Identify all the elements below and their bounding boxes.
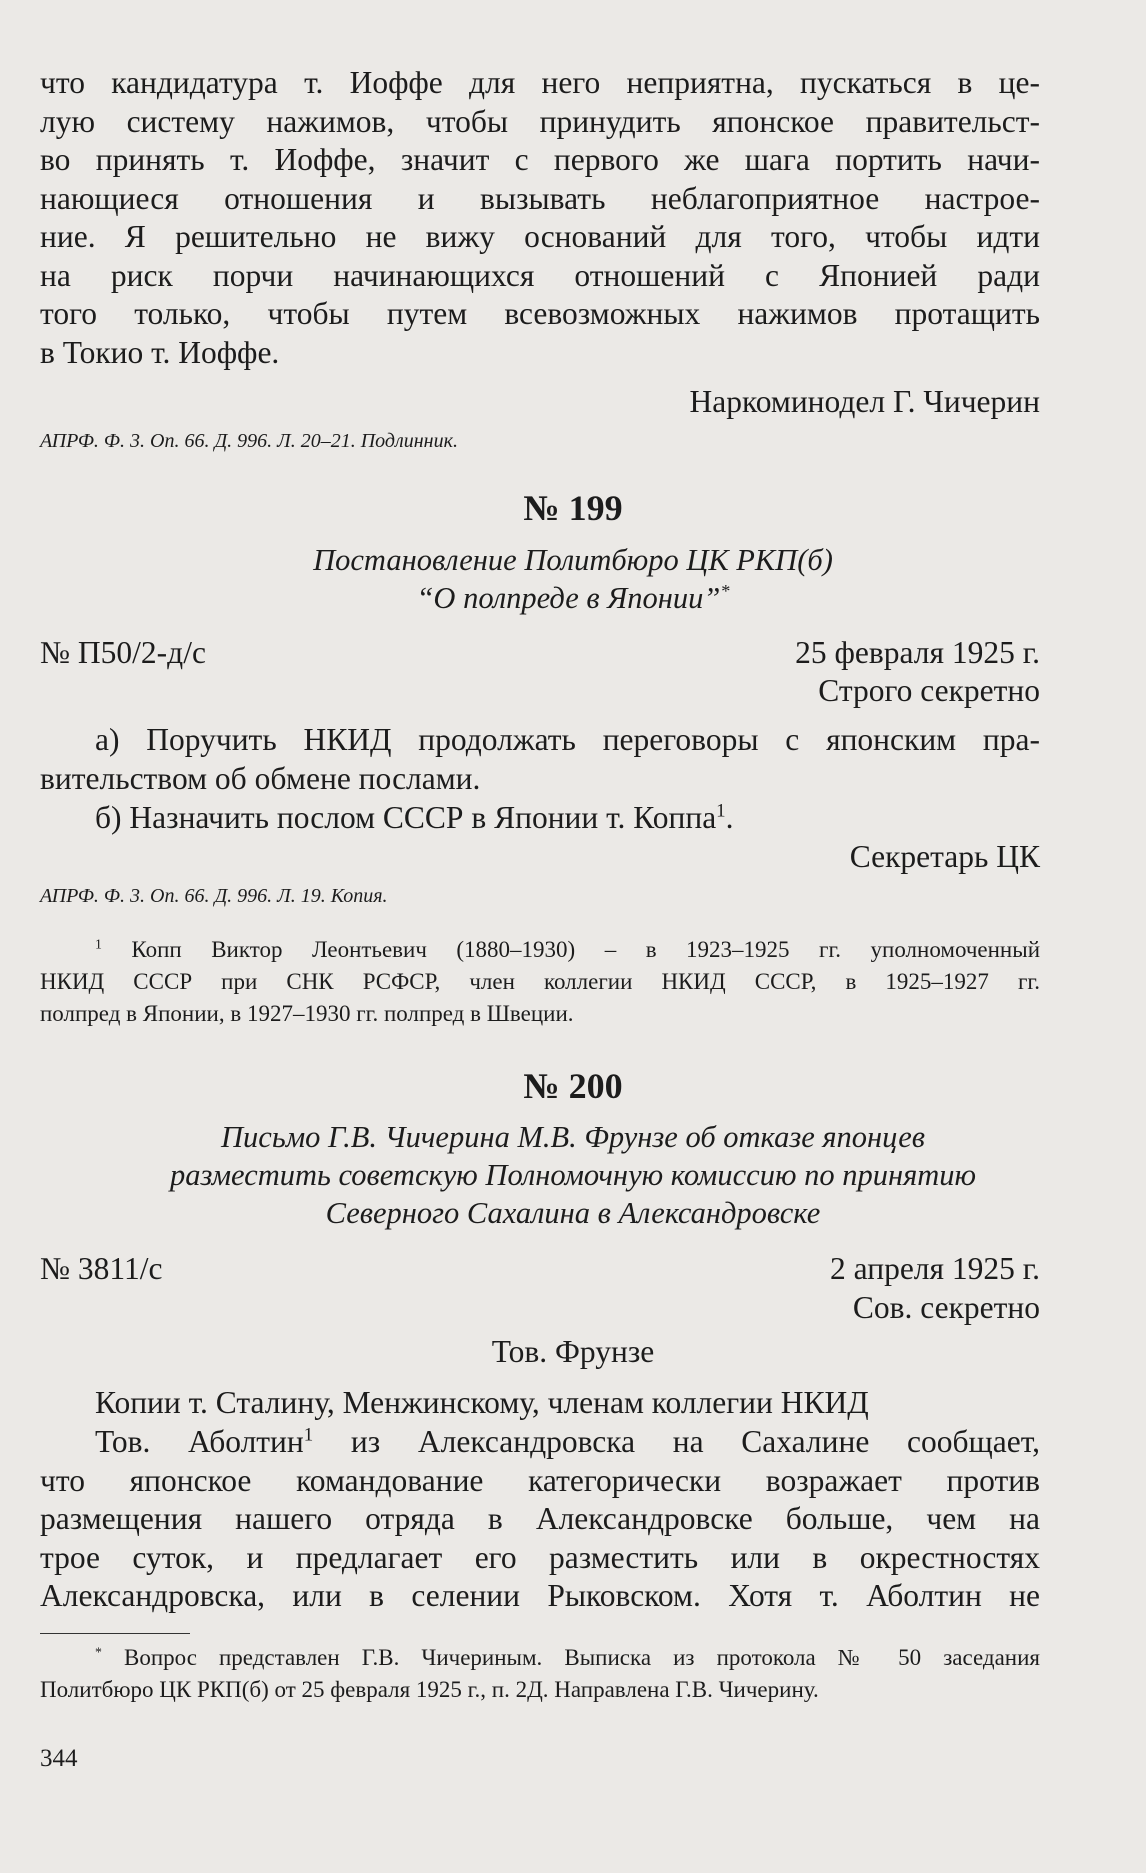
body-text: из Александровска на Сахалине сообщает,: [313, 1424, 1040, 1459]
footnote-marker: 1: [303, 1424, 314, 1446]
footnote-line: НКИД СССР при СНК РСФСР, член коллегии НКИД СССР, в 1925–1927 гг.: [40, 969, 1040, 994]
document-date: 25 февраля 1925 г.: [795, 635, 1040, 670]
text-line: во принять т. Иоффе, значит с первого же шага портить начи-: [40, 142, 1040, 177]
classification: Строго секретно: [818, 673, 1040, 708]
text-line: на риск порчи начинающихся отношений с Японией ради: [40, 258, 1040, 293]
footnote-line: полпред в Японии, в 1927–1930 гг. полпред в Швеции.: [40, 1001, 574, 1026]
footnote-line: [95, 934, 1040, 965]
addressee: Тов. Фрунзе: [491, 1334, 655, 1369]
document-ref: № П50/2-д/с: [40, 635, 206, 670]
text-line: нающиеся отношения и вызывать неблагоприятное настрое-: [40, 181, 1040, 216]
document-title: Северного Сахалина в Александровске: [325, 1196, 821, 1230]
text-line: [95, 1423, 1040, 1462]
document-title: [0, 580, 1146, 616]
footnote-text: Вопрос представлен Г.В. Чичериным. Выписка из протокола № 50 заседания: [101, 1645, 1040, 1670]
body-text: Тов. Аболтин: [95, 1424, 304, 1459]
classification: Сов. секретно: [852, 1290, 1040, 1325]
document-number: № 200: [523, 1066, 623, 1106]
archive-source: АПРФ. Ф. 3. Оп. 66. Д. 996. Л. 19. Копия.: [40, 885, 388, 907]
footnote-marker: *: [95, 1644, 102, 1660]
footnote-marker: 1: [716, 800, 726, 822]
item-end: .: [725, 800, 734, 835]
text-line: а) Поручить НКИД продолжать переговоры с японским пра-: [95, 722, 1040, 757]
text-line: лую систему нажимов, чтобы принудить японское правительст-: [40, 104, 1040, 139]
text-line: что кандидатура т. Иоффе для него неприятна, пускаться в це-: [40, 65, 1040, 100]
text-line: в Токио т. Иоффе.: [40, 335, 280, 370]
footnote-marker: 1: [95, 936, 102, 952]
document-ref: № 3811/с: [40, 1251, 163, 1286]
text-line: что японское командование категорически возражает против: [40, 1463, 1040, 1498]
footnote-divider: [40, 1633, 190, 1634]
footnote-line: Политбюро ЦК РКП(б) от 25 февраля 1925 г., п. 2Д. Направлена Г.В. Чичерину.: [40, 1677, 819, 1702]
document-title: Письмо Г.В. Чичерина М.В. Фрунзе об отказе японцев: [221, 1120, 925, 1154]
text-line: Александровска, или в селении Рыковском. Хотя т. Аболтин не: [40, 1578, 1040, 1613]
text-line: вительством об обмене послами.: [40, 761, 481, 796]
copies-line: Копии т. Сталину, Менжинскому, членам коллегии НКИД: [95, 1385, 869, 1420]
document-number: № 199: [523, 488, 623, 528]
document-title: Постановление Политбюро ЦК РКП(б): [313, 543, 833, 577]
footnote-marker: *: [720, 581, 730, 602]
text-line: [95, 799, 734, 838]
page-number: 344: [40, 1745, 78, 1772]
signature: Наркоминодел Г. Чичерин: [689, 384, 1040, 419]
item-text: б) Назначить послом СССР в Японии т. Коппа: [95, 800, 717, 835]
text-line: ние. Я решительно не вижу оснований для того, чтобы идти: [40, 219, 1040, 254]
text-line: того только, чтобы путем всевозможных нажимов протащить: [40, 296, 1040, 331]
archive-source: АПРФ. Ф. 3. Оп. 66. Д. 996. Л. 20–21. Подлинник.: [40, 430, 458, 452]
text-line: трое суток, и предлагает его разместить или в окрестностях: [40, 1540, 1040, 1575]
footnote-text: Копп Виктор Леонтьевич (1880–1930) – в 1923–1925 гг. уполномоченный: [131, 937, 1041, 962]
text-line: размещения нашего отряда в Александровске больше, чем на: [40, 1501, 1040, 1536]
title-text: “О полпреде в Японии”: [416, 581, 721, 615]
footnote-line: [95, 1642, 1040, 1673]
document-title: разместить советскую Полномочную комиссию по принятию: [169, 1158, 977, 1192]
document-date: 2 апреля 1925 г.: [830, 1251, 1040, 1286]
signature: Секретарь ЦК: [849, 839, 1040, 874]
